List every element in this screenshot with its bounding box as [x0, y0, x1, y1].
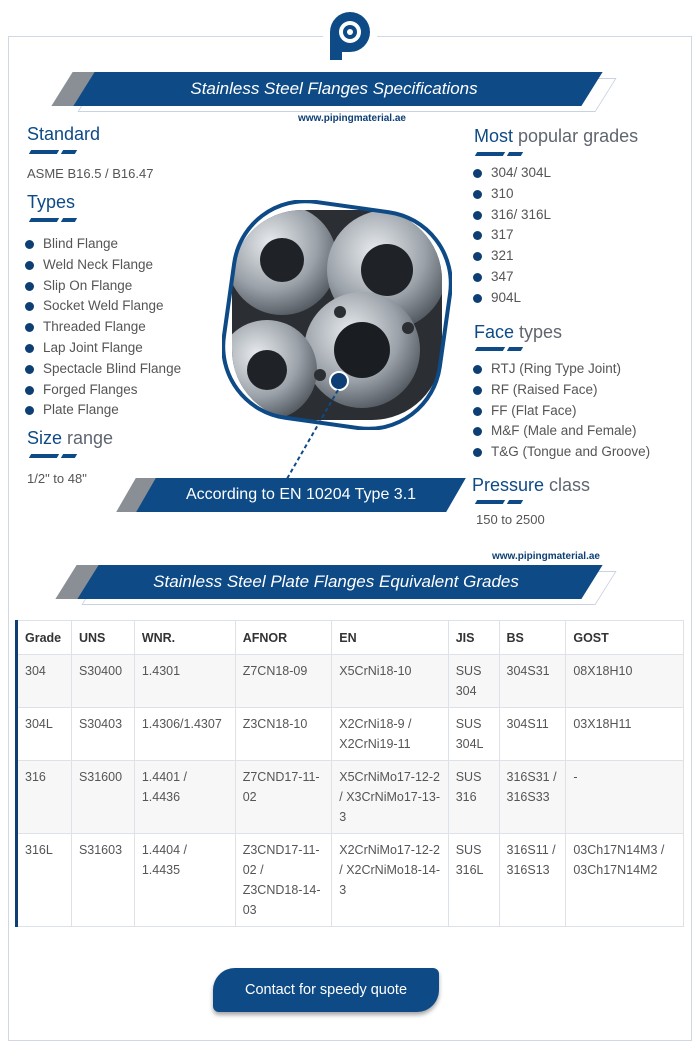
table-cell: Z3CND17-11-02 / Z3CND18-14-03	[235, 834, 332, 927]
table-row	[17, 655, 684, 708]
types-rule	[30, 218, 76, 222]
size-heading: Size range	[27, 428, 114, 448]
table-cell: 316	[17, 761, 72, 834]
equivalent-banner	[66, 565, 606, 599]
types-heading: Types	[27, 192, 76, 212]
table-cell: 1.4306/1.4307	[134, 708, 235, 761]
column-header: WNR.	[134, 621, 235, 655]
table-cell: 304	[17, 655, 72, 708]
grade-item: 310	[473, 184, 551, 205]
table-cell: S30400	[71, 655, 134, 708]
table-cell: 1.4301	[134, 655, 235, 708]
grade-item: 904L	[473, 288, 551, 309]
table-cell: X2CrNi18-9 / X2CrNi19-11	[332, 708, 448, 761]
equivalent-grades-table	[15, 620, 684, 927]
face-type-item: M&F (Male and Female)	[473, 421, 650, 442]
table-cell: 08X18H10	[566, 655, 684, 708]
size-value: 1/2" to 48"	[27, 471, 87, 486]
grade-item: 316/ 316L	[473, 205, 551, 226]
table-cell: SUS 304L	[448, 708, 499, 761]
type-item: Blind Flange	[25, 234, 181, 255]
table-cell: X2CrNiMo17-12-2 / X2CrNiMo18-14-3	[332, 834, 448, 927]
table-cell: S31603	[71, 834, 134, 927]
table-cell: 03Ch17N14M3 / 03Ch17N14M2	[566, 834, 684, 927]
table-row	[17, 761, 684, 834]
table-body	[17, 655, 684, 927]
equivalent-banner-title: Stainless Steel Plate Flanges Equivalent Grades	[153, 572, 519, 591]
grades-rule	[476, 152, 522, 156]
type-item: Socket Weld Flange	[25, 296, 181, 317]
site-url-bottom: www.pipingmaterial.ae	[492, 551, 600, 562]
table-cell: -	[566, 761, 684, 834]
table-cell: 03X18H11	[566, 708, 684, 761]
standard-heading: Standard	[27, 124, 101, 144]
contact-quote-button[interactable]: Contact for speedy quote	[213, 968, 439, 1012]
connector-dashed-line	[270, 388, 350, 488]
table-cell: 304S11	[499, 708, 566, 761]
type-item: Lap Joint Flange	[25, 338, 181, 359]
table-cell: S30403	[71, 708, 134, 761]
column-header: AFNOR	[235, 621, 332, 655]
table-cell: SUS 316L	[448, 834, 499, 927]
standard-value: ASME B16.5 / B16.47	[27, 166, 154, 181]
pressure-value: 150 to 2500	[476, 512, 545, 527]
column-header: BS	[499, 621, 566, 655]
table-cell: 304L	[17, 708, 72, 761]
table-row	[17, 708, 684, 761]
pressure-heading: Pressure class	[472, 475, 591, 495]
table-cell: S31600	[71, 761, 134, 834]
table-cell: Z7CND17-11-02	[235, 761, 332, 834]
table-row	[17, 834, 684, 927]
standard-rule	[30, 150, 76, 154]
face-type-item: T&G (Tongue and Groove)	[473, 442, 650, 463]
table-cell: 316S31 / 316S33	[499, 761, 566, 834]
grades-list	[473, 163, 551, 309]
table-cell: X5CrNi18-10	[332, 655, 448, 708]
face-heading: Face types	[474, 322, 563, 342]
column-header: GOST	[566, 621, 684, 655]
table-cell: 1.4401 / 1.4436	[134, 761, 235, 834]
certificate-text: According to EN 10204 Type 3.1	[185, 486, 417, 503]
table-cell: X5CrNiMo17-12-2 / X3CrNiMo17-13-3	[332, 761, 448, 834]
grade-item: 347	[473, 267, 551, 288]
grade-item: 304/ 304L	[473, 163, 551, 184]
type-item: Plate Flange	[25, 400, 181, 421]
table-cell: 304S31	[499, 655, 566, 708]
table-cell: Z3CN18-10	[235, 708, 332, 761]
column-header: UNS	[71, 621, 134, 655]
logo-icon	[322, 8, 378, 64]
certificate-banner	[126, 478, 456, 512]
type-item: Weld Neck Flange	[25, 255, 181, 276]
specs-banner-title: Stainless Steel Flanges Specifications	[190, 79, 478, 98]
specs-banner	[62, 72, 606, 106]
table-cell: Z7CN18-09	[235, 655, 332, 708]
table-cell: 1.4404 / 1.4435	[134, 834, 235, 927]
site-url-top: www.pipingmaterial.ae	[298, 113, 406, 124]
type-item: Threaded Flange	[25, 317, 181, 338]
face-type-item: RTJ (Ring Type Joint)	[473, 359, 650, 380]
type-item: Forged Flanges	[25, 380, 181, 401]
column-header: Grade	[17, 621, 72, 655]
face-type-item: FF (Flat Face)	[473, 401, 650, 422]
table-cell: 316L	[17, 834, 72, 927]
face-rule	[476, 347, 522, 351]
table-cell: 316S11 / 316S13	[499, 834, 566, 927]
column-header: EN	[332, 621, 448, 655]
size-rule	[30, 454, 76, 458]
column-header: JIS	[448, 621, 499, 655]
grade-item: 321	[473, 246, 551, 267]
face-list	[473, 359, 650, 463]
type-item: Spectacle Blind Flange	[25, 359, 181, 380]
table-header-row	[17, 621, 684, 655]
face-type-item: RF (Raised Face)	[473, 380, 650, 401]
table-cell: SUS 304	[448, 655, 499, 708]
pressure-rule	[476, 500, 522, 504]
grade-item: 317	[473, 225, 551, 246]
table-cell: SUS 316	[448, 761, 499, 834]
type-item: Slip On Flange	[25, 276, 181, 297]
grades-heading: Most popular grades	[474, 126, 639, 146]
types-list	[25, 234, 181, 421]
